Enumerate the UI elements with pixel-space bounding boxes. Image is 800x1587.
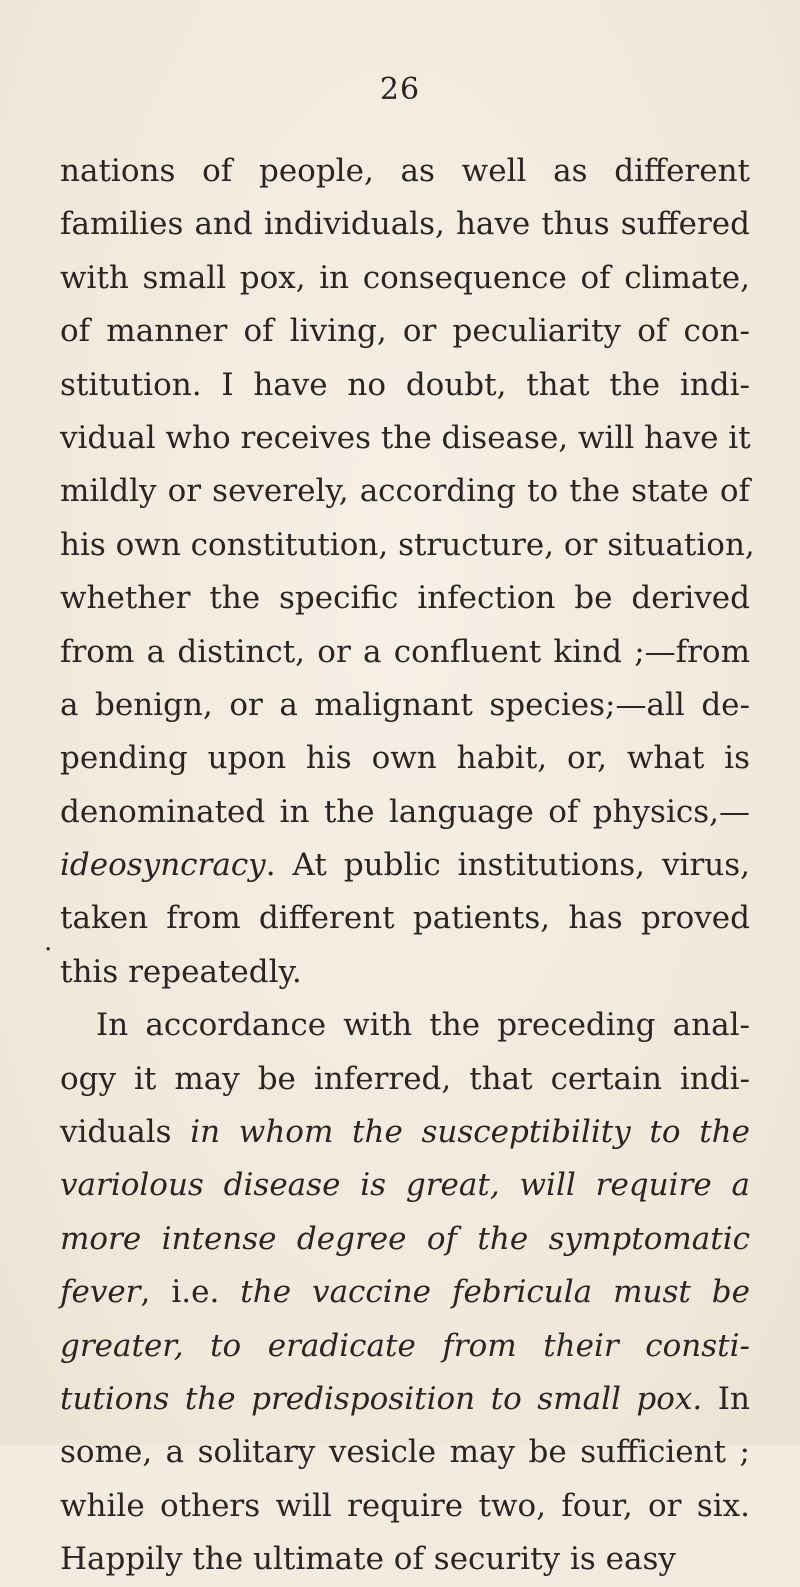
text-segment: , i.e. [140, 1274, 241, 1311]
text-line [60, 412, 750, 465]
text-line [60, 1480, 750, 1533]
text-line [60, 946, 750, 999]
text-segment: nations of people, as well as different [60, 153, 750, 189]
text-line [60, 198, 750, 251]
text-segment: some, a solitary vesicle may be sufficient ; [60, 1434, 750, 1471]
text-segment: families and individuals, have thus suffered [60, 206, 750, 243]
italic-text: tutions the predisposition to small pox. [60, 1380, 703, 1417]
text-line [60, 786, 750, 839]
text-segment: In accordance with the preceding anal- [96, 1007, 750, 1044]
text-segment: this repeatedly. [60, 953, 302, 990]
text-segment: denominated in the language of physics,— [60, 793, 750, 830]
text-line [60, 145, 750, 198]
text-line [60, 359, 750, 412]
text-segment: Happily the ultimate of security is easy [60, 1541, 676, 1578]
text-segment: vidual who receives the disease, will have it [60, 419, 751, 456]
italic-text: variolous disease is great, will require a [60, 1167, 750, 1204]
text-segment: pending upon his own habit, or, what is [60, 740, 750, 777]
text-line [60, 465, 750, 518]
text-line [60, 519, 755, 572]
text-segment: taken from different patients, has proved [60, 900, 750, 937]
text-line [60, 892, 750, 945]
page-number: 26 [379, 72, 421, 107]
text-line [60, 1533, 750, 1586]
text-line [60, 1266, 750, 1319]
text-line [60, 1213, 750, 1266]
text-line [60, 572, 750, 625]
text-segment: ogy it may be inferred, that certain indi- [60, 1060, 750, 1097]
italic-text: fever [60, 1274, 141, 1311]
text-segment: . At public institutions, virus, [265, 847, 750, 884]
text-segment: with small pox, in consequence of climate, [60, 259, 750, 296]
text-line [60, 1159, 750, 1212]
text-line [60, 1053, 750, 1106]
text-line [60, 839, 750, 892]
body-text [60, 145, 755, 1587]
text-segment: of manner of living, or peculiarity of con- [60, 313, 750, 350]
text-line [60, 626, 750, 679]
text-segment: a benign, or a malignant species;—all de- [60, 686, 750, 723]
text-segment: whether the specific infection be derived [60, 580, 750, 617]
margin-mark: . [44, 927, 53, 957]
text-line [60, 252, 750, 305]
text-line [60, 305, 750, 358]
text-line [60, 1373, 750, 1426]
text-segment: In [702, 1380, 750, 1417]
text-line [60, 999, 750, 1052]
text-line [60, 679, 750, 732]
text-segment: his own constitution, structure, or situation, [60, 526, 755, 563]
text-segment: mildly or severely, according to the state of [60, 473, 750, 510]
text-line [60, 1426, 750, 1479]
text-line [60, 732, 750, 785]
italic-text: more intense degree of the symptomatic [60, 1220, 750, 1257]
text-line [60, 1320, 750, 1373]
italic-text: the vaccine febricula must be [240, 1274, 750, 1311]
text-segment: viduals [60, 1114, 191, 1151]
text-segment: from a distinct, or a confluent kind ;—from [60, 633, 750, 670]
text-segment: while others will require two, four, or six. [60, 1487, 750, 1524]
italic-text: ideosyncracy [60, 847, 266, 884]
text-line [60, 1106, 750, 1159]
italic-text: in whom the susceptibility to the [190, 1114, 750, 1151]
italic-text: greater, to eradicate from their consti- [60, 1327, 750, 1364]
text-segment: stitution. I have no doubt, that the indi- [60, 366, 750, 403]
